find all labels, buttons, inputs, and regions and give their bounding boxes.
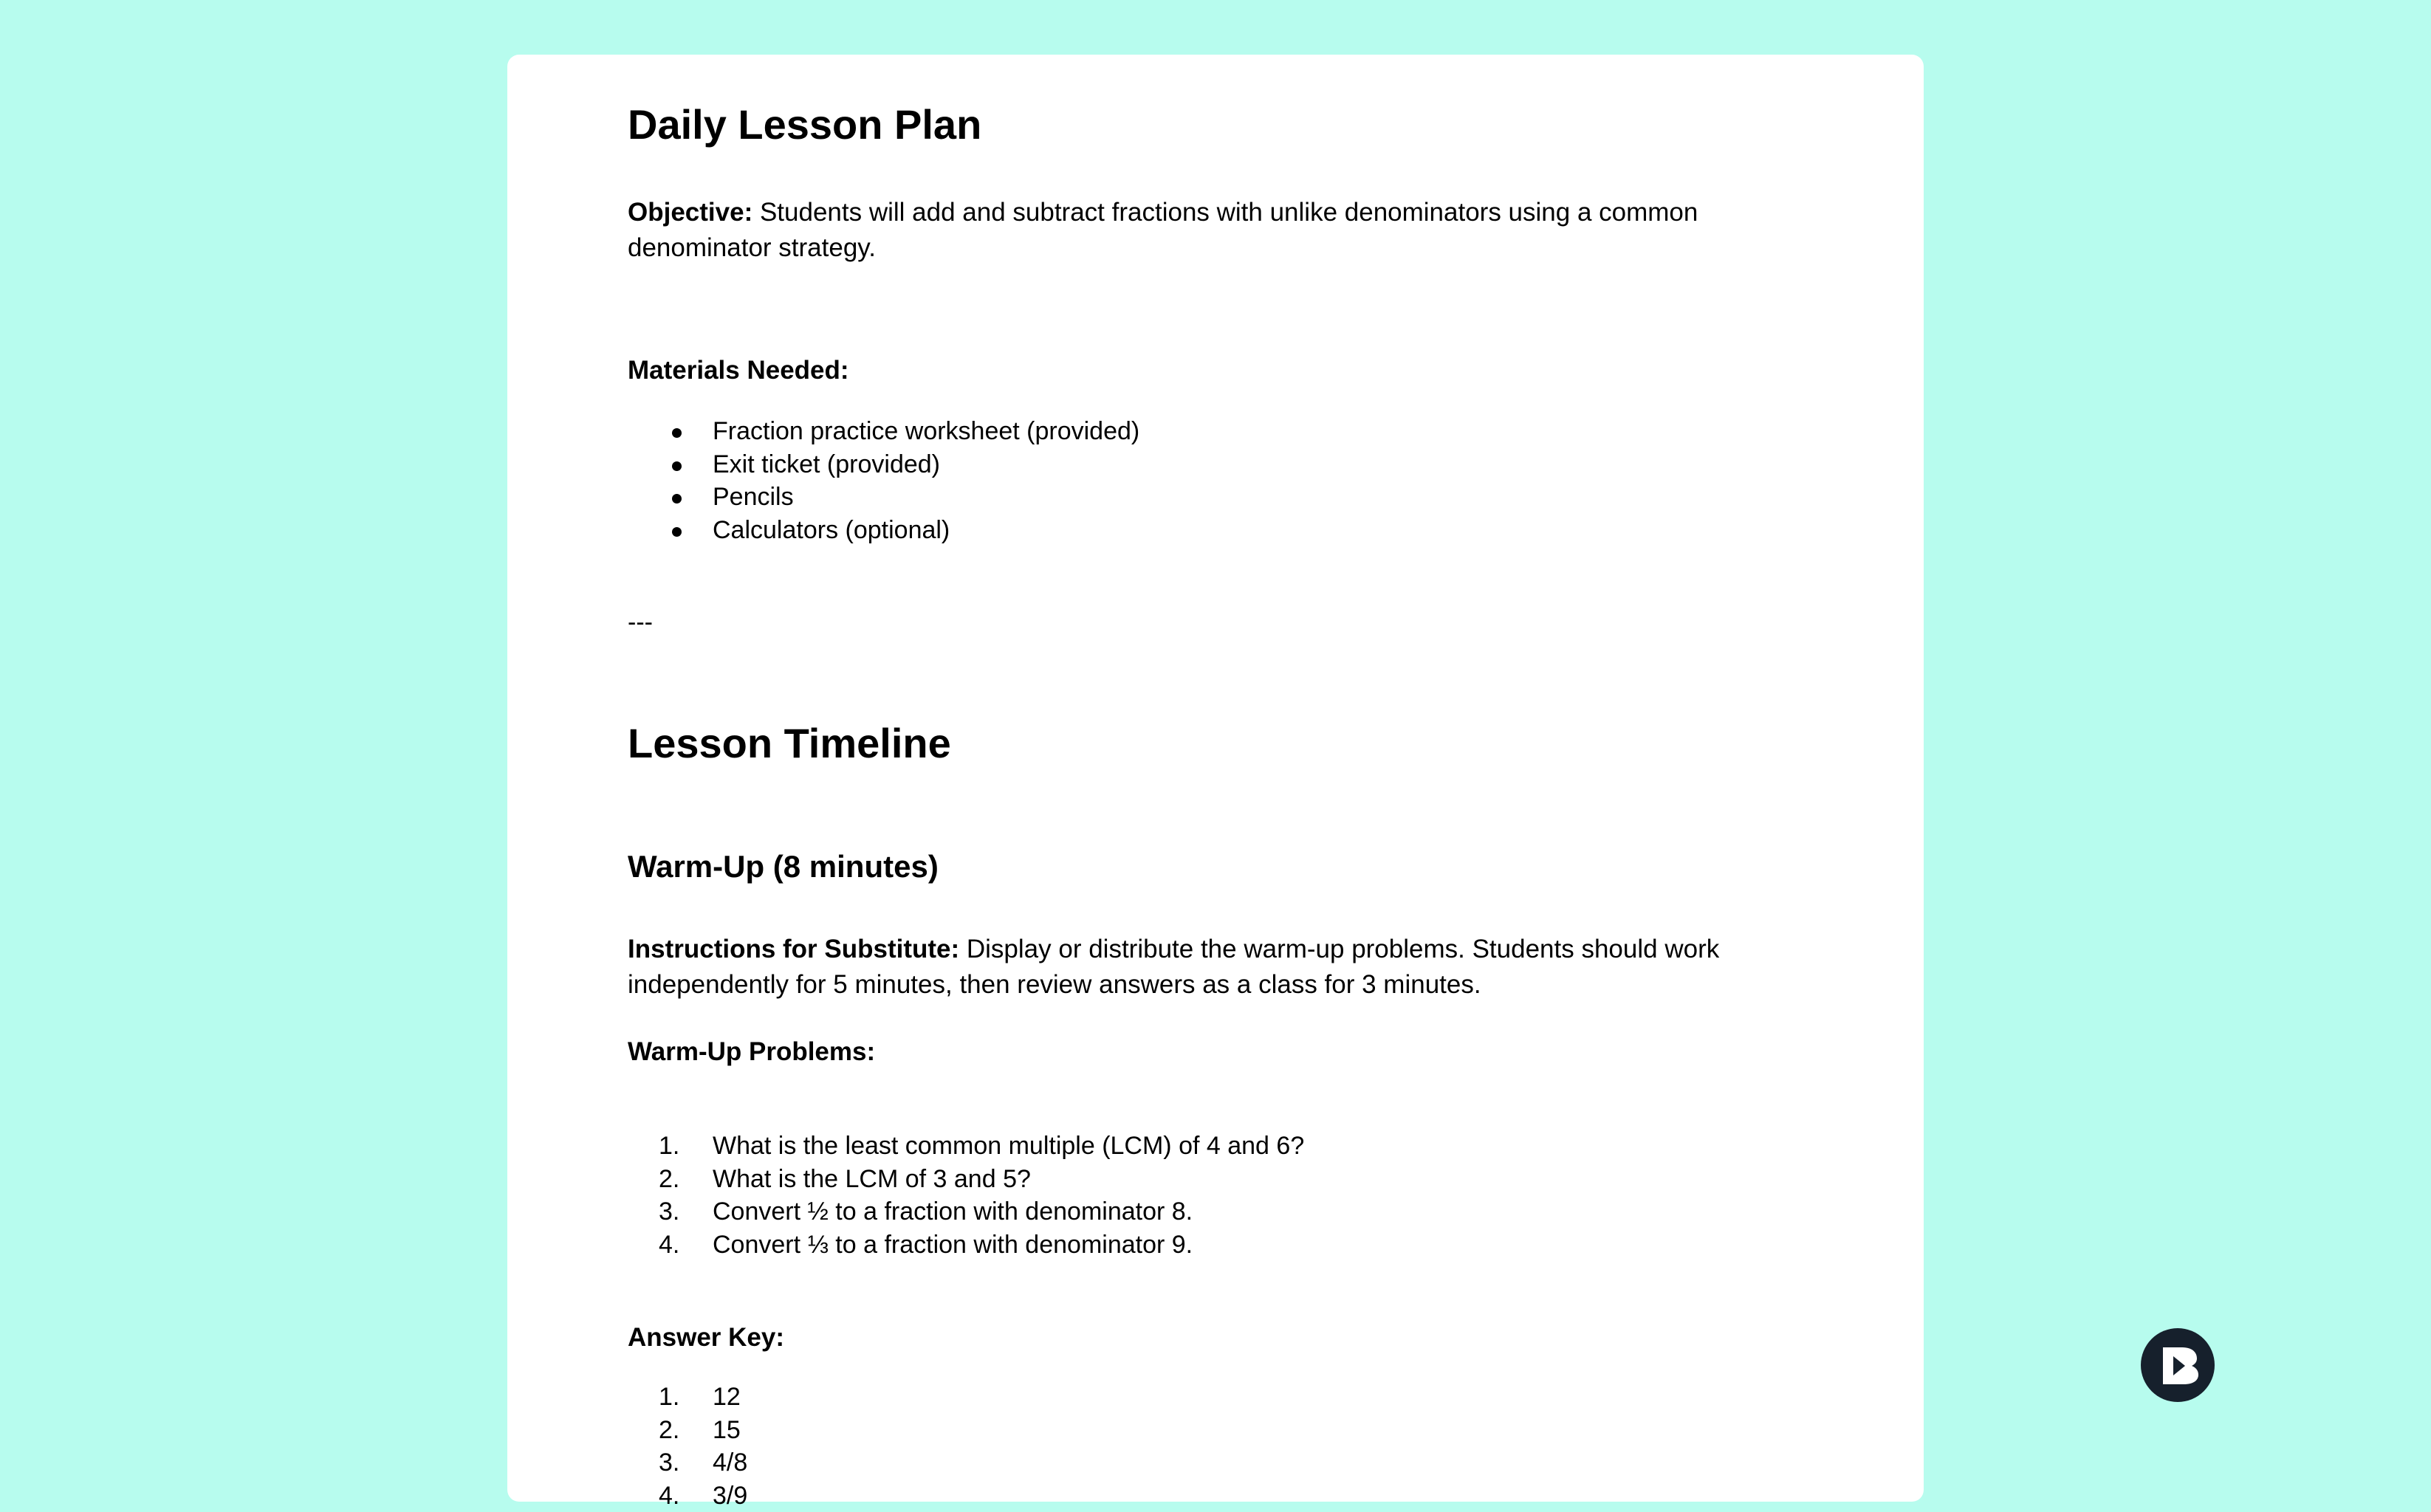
instructions-text: Display or distribute the warm-up problems. Students should work independently for 5 minutes, then review answers as a class for 3 minutes. [628, 935, 1719, 999]
bullet-icon [672, 494, 682, 504]
timeline-heading: Lesson Timeline [628, 719, 951, 767]
list-item: 1. What is the least common multiple (LCM) of 4 and 6? [628, 1130, 1304, 1163]
materials-list [628, 415, 1139, 546]
list-item: 2. What is the LCM of 3 and 5? [628, 1163, 1304, 1196]
list-item: Exit ticket (provided) [628, 448, 1139, 481]
answer-key-label: Answer Key: [628, 1323, 784, 1353]
answer-key-list [628, 1381, 747, 1512]
list-item: Calculators (optional) [628, 514, 1139, 547]
instructions-label: Instructions for Substitute: [628, 935, 959, 963]
bullet-icon [672, 428, 682, 438]
list-item: Pencils [628, 481, 1139, 514]
list-item: 3. Convert ½ to a fraction with denominator 8. [628, 1195, 1304, 1228]
bullet-icon [672, 527, 682, 537]
document-page [507, 55, 1924, 1502]
warmup-problems-list [628, 1130, 1304, 1261]
section-separator: --- [628, 608, 653, 637]
document-title: Daily Lesson Plan [628, 100, 981, 148]
list-item: Fraction practice worksheet (provided) [628, 415, 1139, 448]
bullet-icon [672, 461, 682, 471]
objective-paragraph [628, 195, 1750, 266]
list-item: 4. Convert ⅓ to a fraction with denominator 9. [628, 1228, 1304, 1262]
objective-text: Students will add and subtract fractions with unlike denominators using a common denominator strategy. [628, 198, 1698, 262]
list-item: 4. 3/9 [628, 1480, 747, 1512]
instructions-paragraph [628, 932, 1750, 1003]
warmup-problems-label: Warm-Up Problems: [628, 1037, 875, 1067]
list-item: 3. 4/8 [628, 1446, 747, 1480]
brand-widget-button[interactable] [2141, 1328, 2215, 1402]
materials-label: Materials Needed: [628, 356, 849, 385]
brand-logo-icon [2141, 1328, 2215, 1402]
objective-label: Objective: [628, 198, 752, 227]
list-item: 2. 15 [628, 1414, 747, 1447]
list-item: 1. 12 [628, 1381, 747, 1414]
warmup-heading: Warm-Up (8 minutes) [628, 849, 939, 884]
